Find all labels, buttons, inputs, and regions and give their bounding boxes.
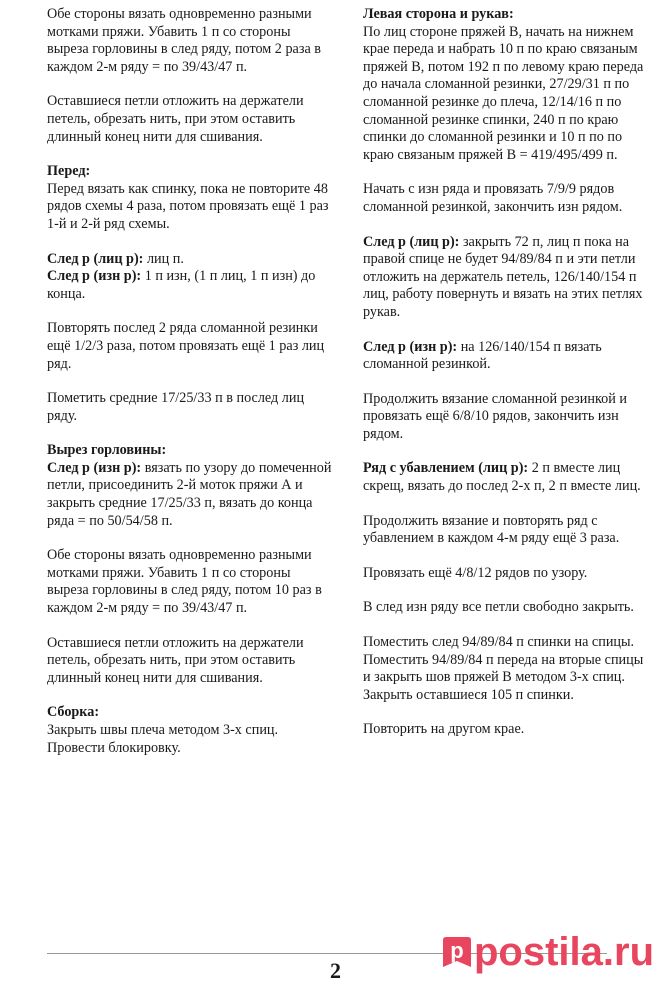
row-instruction: След р (изн р): на 126/140/154 п вязать сломанной резинкой. xyxy=(363,338,602,373)
postila-pin-icon xyxy=(440,933,474,973)
watermark-text: postila.ru xyxy=(474,930,655,974)
section-heading-front: Перед: xyxy=(47,163,91,180)
paragraph: Оставшиеся петли отложить на держатели петель, обрезать нить, при этом оставить длинный конец нити для сшивания. xyxy=(47,93,304,145)
paragraph: Закрыть швы плеча методом 3-х спиц. Провести блокировку. xyxy=(47,722,279,756)
row-label: Ряд с убавлением (лиц р): xyxy=(363,460,529,477)
row-instruction: След р (лиц р): лиц п. xyxy=(47,250,184,267)
row-label: След р (изн р): xyxy=(47,268,142,285)
paragraph: Обе стороны вязать одновременно разными мотками пряжи. Убавить 1 п со стороны выреза горловины в след ряду, потом 10 раз в каждом 2-м ряду = по 39/43/47 п. xyxy=(47,547,322,617)
section-heading-neck: Вырез горловины: xyxy=(47,442,167,459)
paragraph: Продолжить вязание сломанной резинкой и провязать ещё 6/8/10 рядов, закончить изн рядом. xyxy=(363,390,627,442)
paragraph: По лиц стороне пряжей В, начать на нижнем крае переда и набрать 10 п по краю связаным пряжей В, потом 192 п по левому краю переда до начала сломанной резинки, 27/29/31 п по сломанной резинке до плеча, 12/14/16 п по сломанной резинке спинки, 240 п по краю спинки до сломанной резинки и 10 п по по краю связаным пряжей В = 419/495/499 п. xyxy=(363,23,644,163)
paragraph: В след изн ряду все петли свободно закрыть. xyxy=(363,599,634,616)
watermark-logo xyxy=(440,930,654,975)
right-column xyxy=(363,6,653,756)
paragraph: Провязать ещё 4/8/12 рядов по узору. xyxy=(363,564,588,581)
paragraph: Перед вязать как спинку, пока не повторите 48 рядов схемы 4 раза, потом провязать ещё 1 раз 1-й и 2-й ряд схемы. xyxy=(47,180,329,232)
paragraph: Поместить след 94/89/84 п спинки на спицы. Поместить 94/89/84 п переда на вторые спицы и закрыть шов пряжей В методом 3-х спиц. Закрыть оставшиеся 105 п спинки. xyxy=(363,634,644,703)
row-label: След р (изн р): xyxy=(47,459,142,476)
paragraph: Обе стороны вязать одновременно разными мотками пряжи. Убавить 1 п со стороны выреза горловины в след ряду, потом 2 раза в каждом 2-м ряду = по 39/43/47 п. xyxy=(47,6,321,75)
svg-text:p: p xyxy=(450,937,464,963)
page-number: 2 xyxy=(330,958,341,983)
row-instruction: След р (изн р): 1 п изн, (1 п лиц, 1 п изн) до конца. xyxy=(47,268,316,302)
left-column xyxy=(47,6,332,774)
section-heading-assembly: Сборка: xyxy=(47,704,100,721)
row-instruction: След р (лиц р): закрыть 72 п, лиц п пока на правой спице не будет 94/89/84 п и эти петли отложить на держатель петель, 126/140/154 п лиц, работу повернуть и вязать на этих петлях рукав. xyxy=(363,233,643,320)
row-label: След р (лиц р): xyxy=(363,233,460,250)
paragraph: Начать с изн ряда и провязать 7/9/9 рядов сломанной резинкой, закончить изн рядом. xyxy=(363,181,623,215)
row-label: След р (лиц р): xyxy=(47,250,144,267)
row-instruction: Ряд с убавлением (лиц р): 2 п вместе лиц скрещ, вязать до послед 2-х п, 2 п вместе лиц. xyxy=(363,460,641,495)
section-heading-sleeve: Левая сторона и рукав: xyxy=(363,6,514,22)
paragraph: Повторять послед 2 ряда сломанной резинки ещё 1/2/3 раза, потом провязать ещё 1 раз лиц ряд. xyxy=(47,320,325,372)
row-instruction: След р (изн р): вязать по узору до помеченной петли, присоединить 2-й моток пряжи А и закрыть средние 17/25/33 п, вязать до конца ряда = по 50/54/58 п. xyxy=(47,459,332,529)
paragraph: Продолжить вязание и повторять ряд с убавлением в каждом 4-м ряду ещё 3 раза. xyxy=(363,512,620,547)
paragraph: Повторить на другом крае. xyxy=(363,721,525,738)
paragraph: Пометить средние 17/25/33 п в послед лиц ряду. xyxy=(47,390,305,424)
row-label: След р (изн р): xyxy=(363,338,458,355)
paragraph: Оставшиеся петли отложить на держатели петель, обрезать нить, при этом оставить длинный конец нити для сшивания. xyxy=(47,634,304,686)
